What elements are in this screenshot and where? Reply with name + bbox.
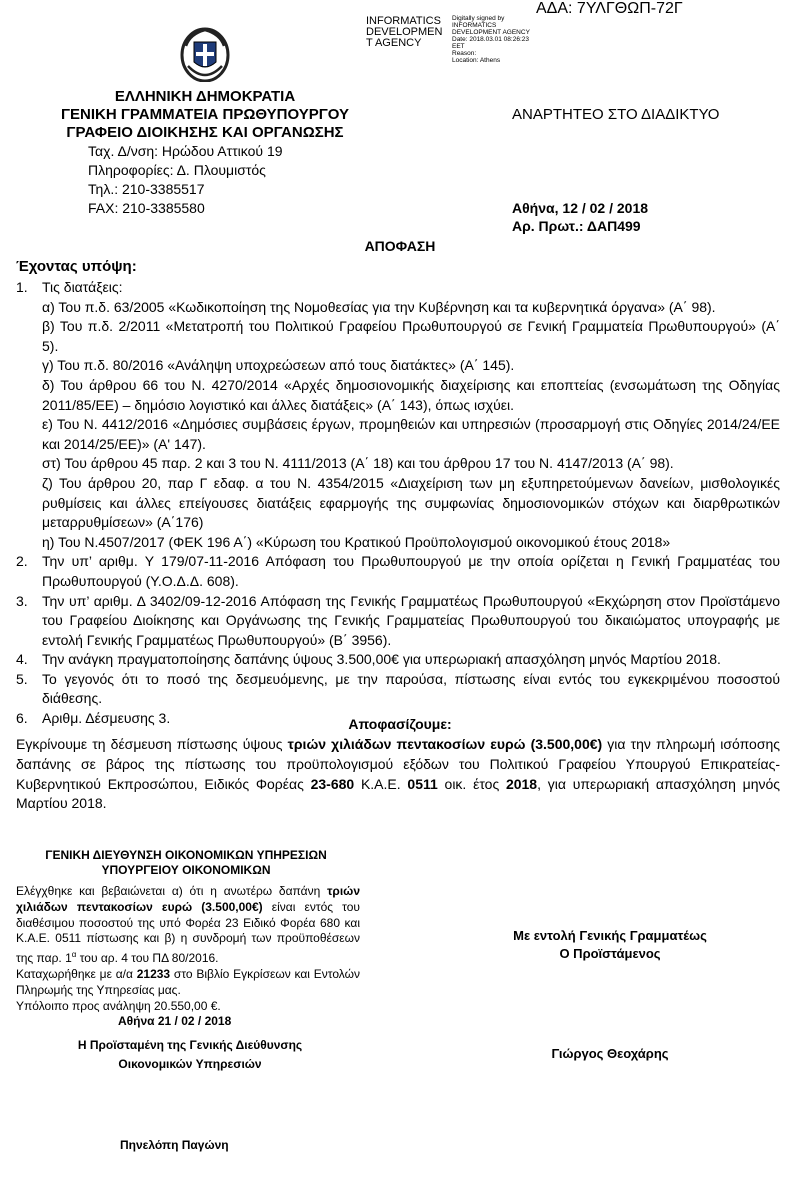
signature-detail-line: DEVELOPMENT AGENCY (452, 29, 530, 36)
sub-item: γ) Του π.δ. 80/2016 «Ανάληψη υποχρεώσεων από τους διατάκτες» (Α΄ 145). (42, 357, 515, 374)
list-number: 6. (16, 710, 28, 727)
list-text: Αριθμ. Δέσμευσης 3. (42, 710, 171, 727)
header-office: ΓΡΑΦΕΙΟ ΔΙΟΙΚΗΣΗΣ ΚΑΙ ΟΡΓΑΝΩΣΗΣ (66, 124, 344, 141)
considerations-list (16, 278, 780, 729)
list-item (16, 552, 780, 591)
verification-text: είναι εντός του διαθέσιμου ποσοστού της υπό Φορέα 23 Ειδικό Φορέα 680 και Κ.Α.Ε. 0511 πίστωσης και β) η συνδρομή των προϋποθέσεων της παρ. 1 (16, 899, 360, 966)
sub-item: β) Του π.δ. 2/2011 «Μετατροπή του Πολιτικού Γραφείου Πρωθυπουργού σε Γενική Γραμματεία Πρωθυπουργού» (Α΄ 5). (42, 318, 780, 354)
signature-detail-line: INFORMATICS (452, 22, 497, 29)
finance-date: Αθήνα 21 / 02 / 2018 (118, 1014, 232, 1028)
decision-paragraph (16, 735, 780, 814)
decision-text: Κ.Α.Ε. (354, 775, 408, 792)
list-item (16, 278, 780, 552)
decision-text: , για υπερωριακή απασχόληση μηνός Μαρτίου 2018. (16, 775, 781, 812)
finance-verification (16, 884, 360, 1014)
decision-agency-code: 23-680 (310, 775, 355, 792)
list-number: 1. (16, 279, 28, 295)
contact-fax: FAX: 210-3385580 (88, 200, 205, 216)
contact-info: Πληροφορίες: Δ. Πλουμιστός (88, 162, 266, 178)
decision-text: για την πληρωμή ισόποσης δαπάνης σε βάρος της πίστωσης του προϋπολογισμού εξόδων του Πολιτικού Γραφείου Υπουργού Επικρατείας-Κυβερνητικού Εκπροσώπου, Ειδικός Φορέας (16, 736, 781, 792)
list-text: Την υπ’ αριθμ. Δ 3402/09-12-2016 Απόφαση της Γενικής Γραμματέως Πρωθυπουργού «Εκχώρηση στον Προϊστάμενο του Γραφείου Διοίκησης και Οργάνωσης της Γενικής Γραμματείας Πρωθυπουργού του δικαιώματος υπογραφής με εντολή Γενικής Γραμματέως Πρωθυπουργού» (Β΄ 3956). (42, 592, 780, 648)
verification-text: στο Βιβλίο Εγκρίσεων και Εντολών Πληρωμής της Υπηρεσίας μας. (16, 966, 360, 997)
list-number: 3. (16, 592, 28, 609)
decision-year: 2018 (505, 775, 538, 792)
finance-heading: ΓΕΝΙΚΗ ΔΙΕΥΘΥΝΣΗ ΟΙΚΟΝΟΜΙΚΩΝ ΥΠΗΡΕΣΙΩΝ (45, 848, 327, 862)
greek-emblem-icon (180, 26, 230, 82)
header-republic: ΕΛΛΗΝΙΚΗ ΔΗΜΟΚΡΑΤΙΑ (114, 88, 296, 105)
list-number: 4. (16, 651, 28, 668)
sub-item: ζ) Του άρθρου 20, παρ Γ εδαφ. α του Ν. 4354/2015 «Διαχείριση των μη εξυπηρετούμενων δανείων, μισθολογικές ρυθμίσεις και άλλες επείγουσες διατάξεις εφαρμογής της συμφωνίας δημοσιονομικών στόχων και διαρθρωτικών μεταρρυθμίσεων» (Α΄176) (42, 474, 780, 531)
header-secretariat: ΓΕΝΙΚΗ ΓΡΑΜΜΑΤΕΙΑ ΠΡΩΘΥΠΟΥΡΓΟΥ (61, 106, 349, 123)
signature-detail-line: Location: Athens (452, 57, 501, 64)
list-item (16, 592, 780, 651)
verification-text: Ελέγχθηκε και βεβαιώνεται α) ότι η ανωτέρω δαπάνη (16, 884, 328, 898)
list-item (16, 670, 780, 709)
verification-amount: τριών χιλιάδων πεντακοσίων ευρώ (3.500,00€) (16, 884, 360, 914)
contact-address: Ταχ. Δ/νση: Ηρώδου Αττικού 19 (88, 143, 283, 159)
sub-item: δ) Του άρθρου 66 του Ν. 4270/2014 «Αρχές δημοσιονομικής διαχείρισης και εποπτείας (ενσωμάτωση της Οδηγίας 2011/85/ΕΕ) – δημόσιο λογιστικό και άλλες διατάξεις» (Α΄ 143), όπως ισχύει. (42, 376, 780, 413)
signature-org-line: INFORMATICS (366, 15, 441, 27)
sub-item: α) Του π.δ. 63/2005 «Κωδικοποίηση της Νομοθεσίας για την Κυβέρνηση και τα κυβερνητικά όργανα» (Α΄ 98). (42, 298, 716, 315)
signature-org (366, 16, 442, 49)
list-text: Την υπ’ αριθμ. Υ 179/07-11-2016 Απόφαση του Πρωθυπουργού με την οποία ορίζεται η Γενική Γραμματέας του Πρωθυπουργού (Υ.Ο.Δ.Δ. 608). (42, 553, 780, 589)
finance-head-title: Η Προϊσταμένη της Γενικής Διεύθυνσης (77, 1038, 303, 1052)
protocol-number: Αρ. Πρωτ.: ΔΑΠ499 (512, 218, 641, 234)
finance-ministry: ΥΠΟΥΡΓΕΙΟΥ ΟΙΚΟΝΟΜΙΚΩΝ (101, 863, 271, 877)
signature-detail-line: Reason: (452, 50, 477, 57)
ada-code: ΑΔΑ: 7ΥΛΓΘΩΠ-72Γ (536, 0, 683, 17)
decision-text: Εγκρίνουμε τη δέσμευση πίστωσης ύψους (16, 736, 288, 752)
signature-org-line: T AGENCY (366, 37, 422, 49)
list-text: Τις διατάξεις: (42, 279, 123, 295)
sub-item: η) Του Ν.4507/2017 (ΦΕΚ 196 Α΄) «Κύρωση του Κρατικού Προϋπολογισμού οικονομικού έτους 2018» (42, 533, 671, 550)
decision-kae-code: 0511 (407, 775, 438, 792)
signer-role: Ο Προϊστάμενος (559, 946, 661, 961)
list-text: Την ανάγκη πραγματοποίησης δαπάνης ύψους 3.500,00€ για υπερωριακή απασχόληση μηνός Μαρτίου 2018. (42, 651, 721, 668)
finance-head-name: Πηνελόπη Παγώνη (120, 1138, 229, 1152)
decide-heading: Αποφασίζουμε: (348, 716, 452, 732)
list-number: 5. (16, 670, 28, 687)
verification-superscript: α (71, 950, 77, 960)
whereas-heading: Έχοντας υπόψη: (16, 258, 137, 275)
remaining-balance: Υπόλοιπο προς ανάληψη 20.550,00 €. (16, 998, 221, 1013)
contact-phone: Τηλ.: 210-3385517 (88, 181, 205, 197)
signature-detail-line: Date: 2018.03.01 08:26:23 (452, 36, 529, 43)
decision-text: οικ. έτος (437, 775, 506, 792)
signature-details (452, 15, 530, 64)
signature-org-line: DEVELOPMEN (366, 26, 443, 38)
signer-mandate: Με εντολή Γενικής Γραμματέως (513, 928, 707, 943)
registration-number: 21233 (136, 966, 171, 981)
list-number: 2. (16, 553, 28, 570)
online-notice: ΑΝΑΡΤΗΤΕΟ ΣΤΟ ΔΙΑΔΙΚΤΥΟ (512, 106, 720, 123)
verification-text: Καταχωρήθηκε με α/α (16, 966, 137, 981)
document-date: Αθήνα, 12 / 02 / 2018 (512, 200, 649, 216)
finance-head-subtitle: Οικονομικών Υπηρεσιών (118, 1057, 262, 1071)
document-title: ΑΠΟΦΑΣΗ (364, 238, 436, 254)
sub-item: ε) Του Ν. 4412/2016 «Δημόσιες συμβάσεις έργων, προμηθειών και υπηρεσιών (προσαρμογή στις Οδηγίες 2014/24/ΕΕ και 2014/25/ΕΕ)» (Α' 147). (42, 416, 780, 452)
sub-item: στ) Του άρθρου 45 παρ. 2 και 3 του Ν. 4111/2013 (Α΄ 18) και του άρθρου 17 του Ν. 4147/2013 (Α΄ 98). (42, 455, 674, 472)
list-item (16, 650, 780, 670)
verification-text: του αρ. 4 του ΠΔ 80/2016. (76, 951, 219, 966)
decision-amount: τριών χιλιάδων πεντακοσίων ευρώ (3.500,00€) (287, 736, 603, 752)
signer-name: Γιώργος Θεοχάρης (551, 1046, 669, 1061)
signature-detail-line: EET (452, 43, 465, 50)
list-text: Το γεγονός ότι το ποσό της δεσμευόμενης, με την παρούσα, πίστωσης είναι εντός του εγκεκριμένου ποσοστού διάθεσης. (42, 670, 780, 707)
signature-detail-line: Digitally signed by (452, 15, 505, 22)
